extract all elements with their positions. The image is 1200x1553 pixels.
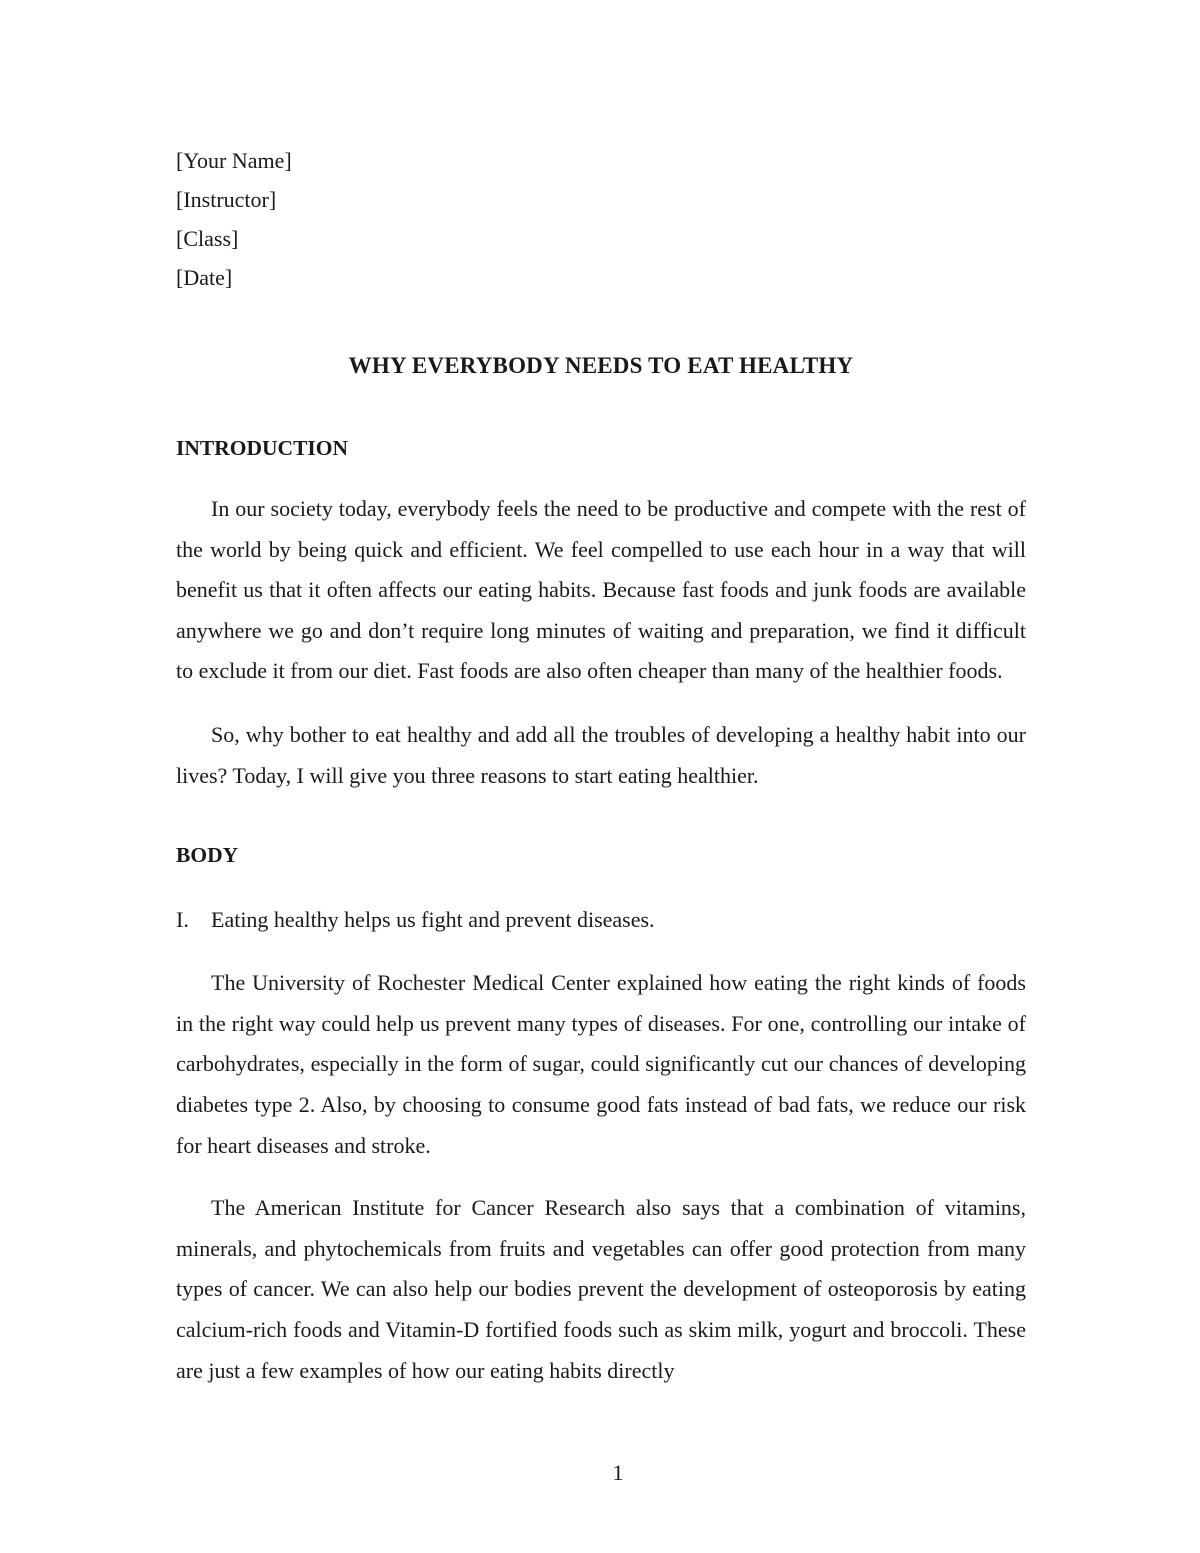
date: [Date]: [176, 265, 233, 290]
instructor-name: [Instructor]: [176, 187, 277, 212]
header-block: [176, 141, 1026, 297]
body-paragraph: The American Institute for Cancer Research also says that a combination of vitamins, minerals, and phytochemicals from fruits and vegetables can offer good protection from many types of cancer. We can also help our bodies prevent the development of osteoporosis by eating calcium-rich foods and Vitamin-D fortified foods such as skim milk, yogurt and broccoli. These are just a few examples of how our eating habits directly: [176, 1195, 1026, 1383]
author-name: [Your Name]: [176, 148, 292, 173]
main-point-text: Eating healthy helps us fight and prevent diseases.: [211, 907, 655, 933]
introduction-paragraph: So, why bother to eat healthy and add all the troubles of developing a healthy habit into our lives? Today, I will give you three reasons to start eating healthier.: [176, 721, 1026, 788]
document-content: [176, 141, 1026, 1391]
main-point: [176, 900, 1026, 940]
class-name: [Class]: [176, 226, 239, 251]
page-number: 1: [612, 1460, 624, 1485]
body-heading: BODY: [176, 843, 239, 868]
body-paragraph: The University of Rochester Medical Center explained how eating the right kinds of foods in the right way could help us prevent many types of diseases. For one, controlling our intake of carbohydrates, especially in the form of sugar, could significantly cut our chances of developing diabetes type 2. Also, by choosing to consume good fats instead of bad fats, we reduce our risk for heart diseases and stroke.: [176, 970, 1026, 1158]
main-point-marker: I.: [176, 907, 189, 933]
introduction-heading: INTRODUCTION: [176, 436, 349, 460]
introduction-paragraph: In our society today, everybody feels the need to be productive and compete with the rest of the world by being quick and efficient. We feel compelled to use each hour in a way that will benefit us that it often affects our eating habits. Because fast foods and junk foods are available anywhere we go and don’t require long minutes of waiting and preparation, we find it difficult to exclude it from our diet. Fast foods are also often cheaper than many of the healthier foods.: [176, 496, 1026, 684]
essay-title: WHY EVERYBODY NEEDS TO EAT HEALTHY: [348, 353, 854, 378]
